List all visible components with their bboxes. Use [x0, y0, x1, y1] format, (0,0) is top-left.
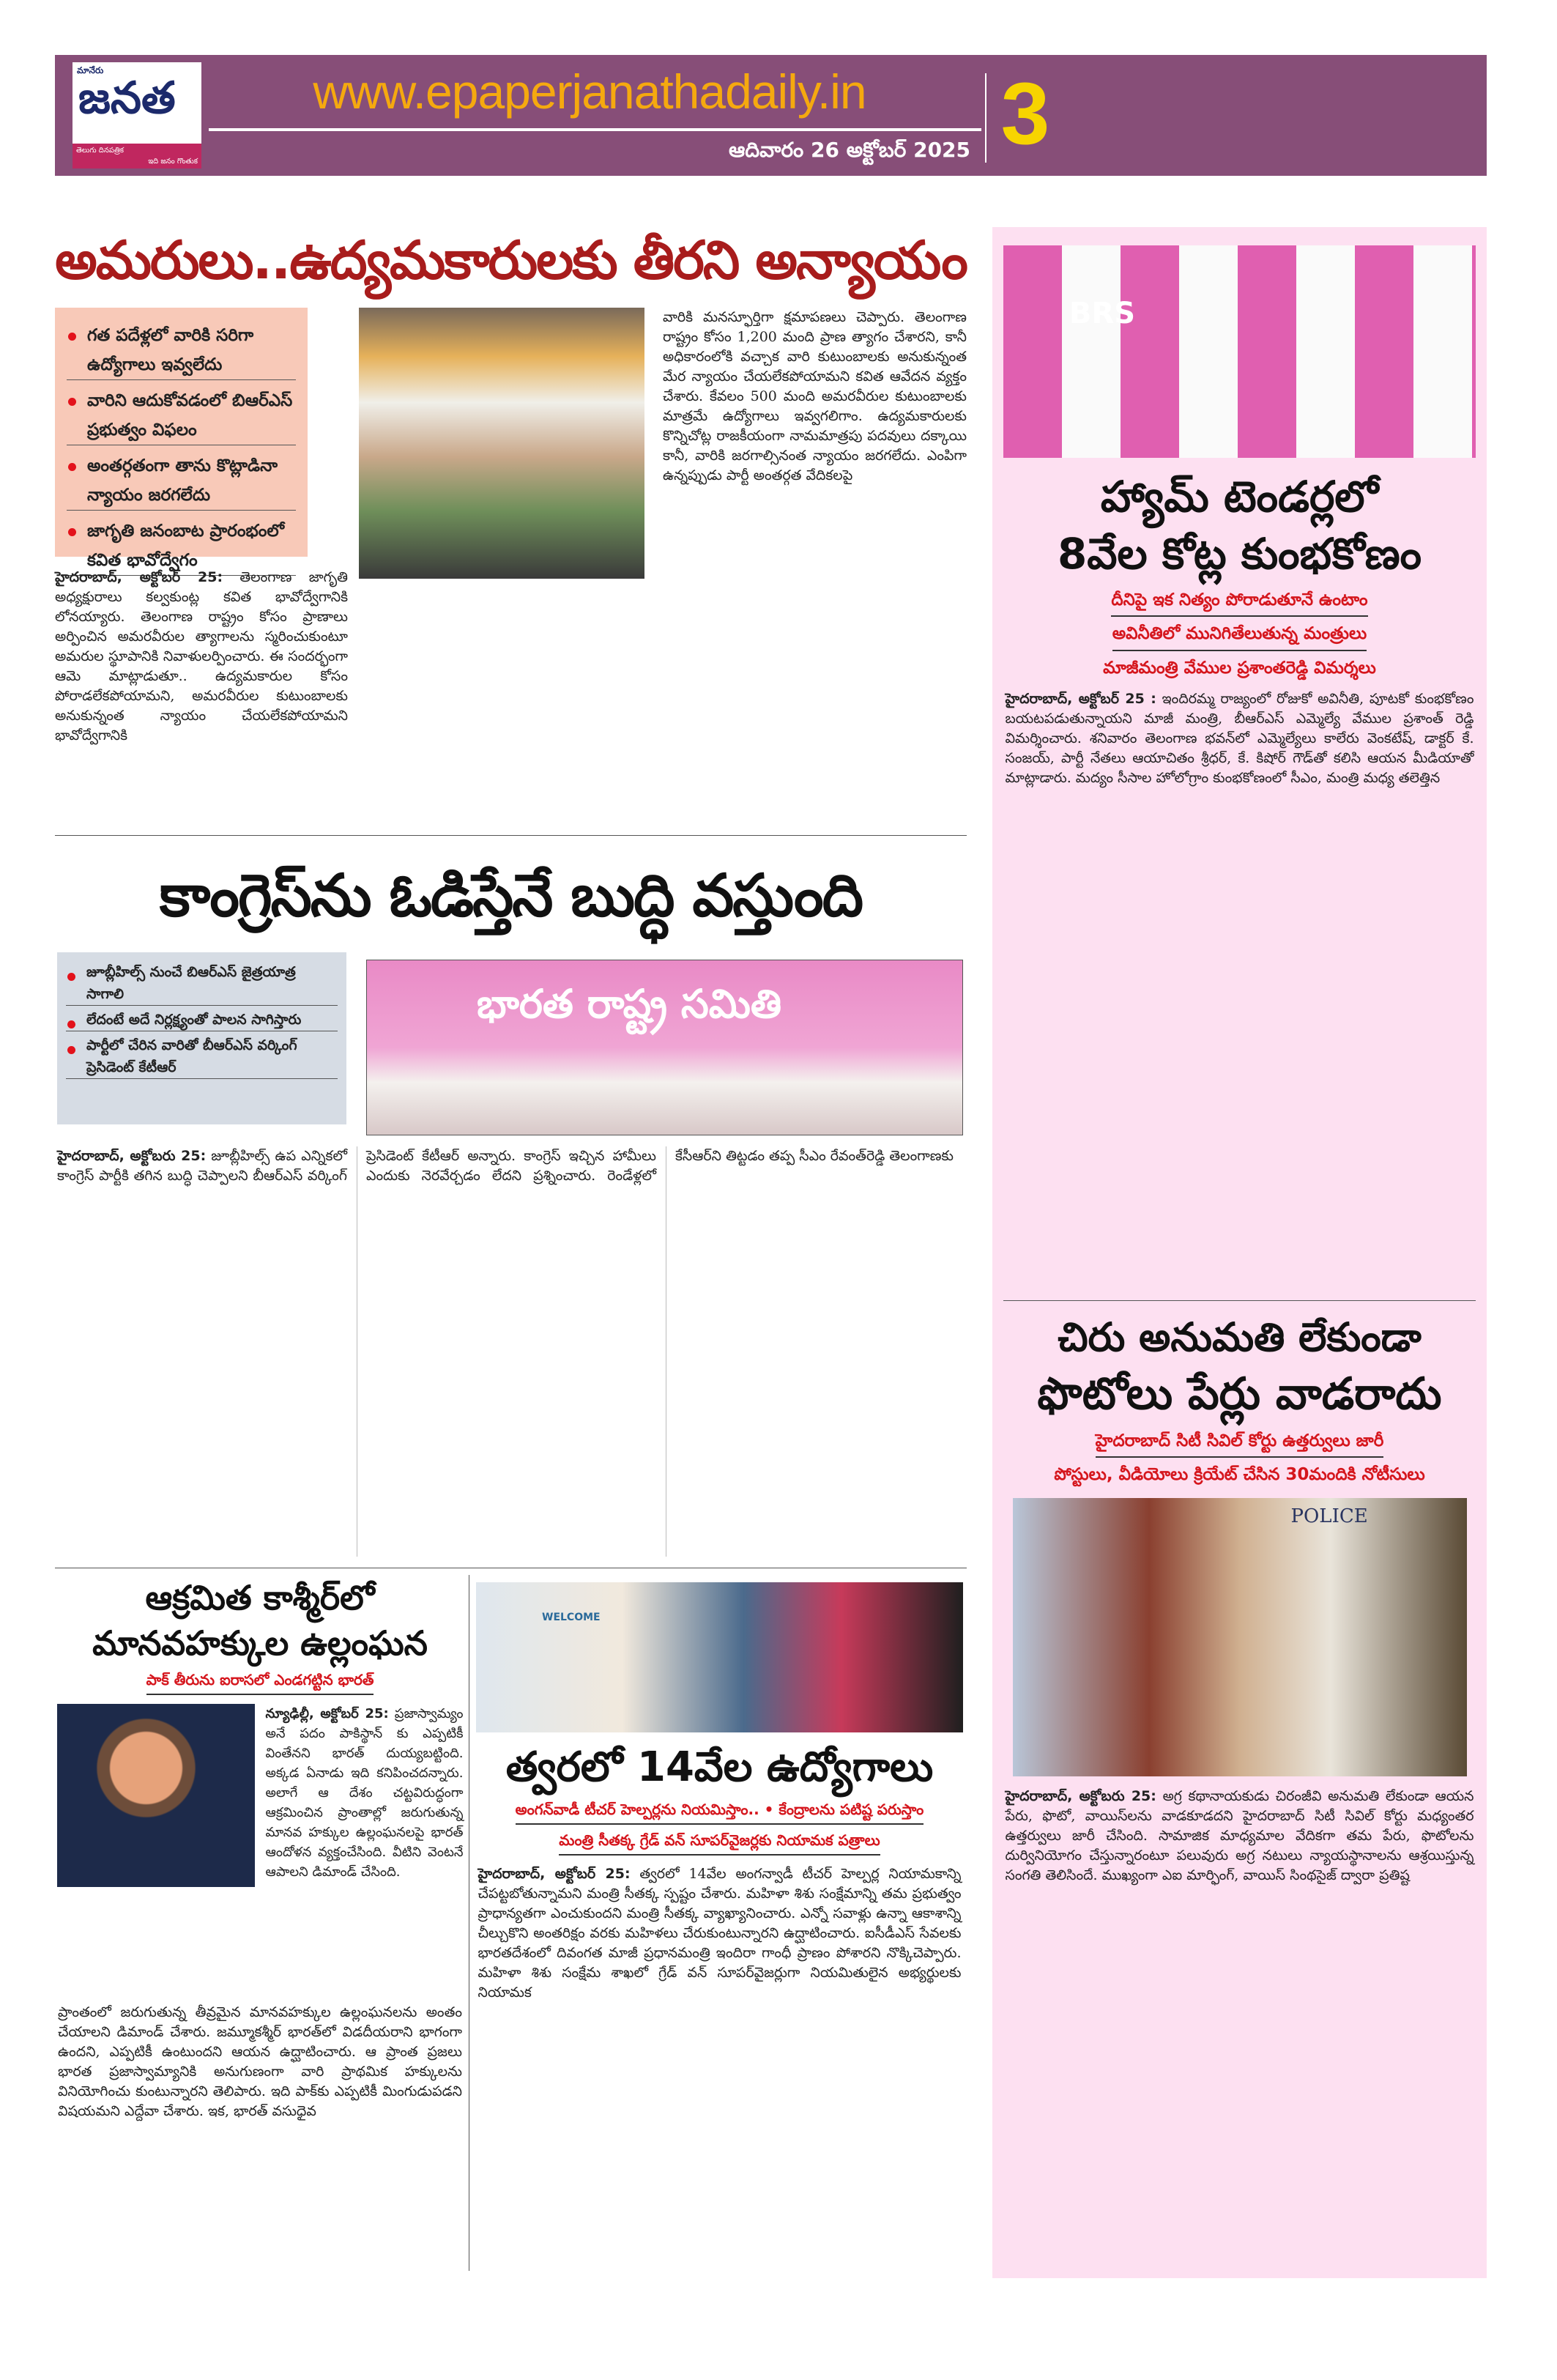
- dateline: హైదరాబాద్, అక్టోబర్ 25 :: [1005, 691, 1156, 708]
- highlight-item: వారిని ఆదుకోవడంలో బిఆర్ఎస్ ప్రభుత్వం విఫలం: [67, 386, 296, 445]
- headline-line: ఫొటోలు పేర్లు వాడరాదు: [1037, 1368, 1442, 1420]
- headline: కాంగ్రెస్‌ను ఓడిస్తేనే బుద్ధి వస్తుంది: [159, 861, 863, 930]
- article-body: [57, 1146, 965, 1557]
- subheadline: హైదరాబాద్ సిటీ సివిల్ కోర్టు ఉత్తర్వులు జారీ: [1096, 1428, 1384, 1458]
- photo-brs-label: BRS: [1069, 297, 1136, 330]
- photo-police-label: POLICE: [1290, 1505, 1368, 1527]
- section-divider: [1003, 1300, 1476, 1301]
- dateline: హైదరాబాద్, అక్టోబరు 25:: [1005, 1787, 1156, 1804]
- article-text: ప్రాంతంలో జరుగుతున్న తీవ్రమైన మానవహక్కుల ఉల్లంఘనలను అంతం చేయాలని డిమాండ్ చేశారు. జమ్మూకశ్మీర్ భారత్‌లో విడదీయరాని భాగంగా ఉందని, ఎప్పటికీ ఉంటుందని ఆయన ఉద్ఘాటించారు. ఆ ప్రాంత ప్రజలు భారత ప్రజాస్వామ్యానికి అనుగుణంగా వారి ప్రాథమిక హక్కులను వినియోగించు కుంటున్నారని తెలిపారు. ఇది పాక్‌కు ఎప్పటికీ మింగుడుపడని విషయమని ఎద్దేవా చేశారు. ఇక, భారత్ వసుధైవ: [58, 2004, 462, 2120]
- photo-seethakka-event: [476, 1582, 963, 1732]
- article-body: [478, 1864, 962, 2271]
- dateline: హైదరాబాద్, అక్టోబర్ 25:: [55, 569, 223, 585]
- highlight-item: లేదంటే అదే నిర్లక్ష్యంతో పాలన సాగిస్తారు: [66, 1009, 338, 1031]
- subheadline: పాక్ తీరును ఐరాసలో ఎండగట్టిన భారత్: [146, 1669, 374, 1695]
- masthead: [55, 55, 1487, 176]
- subheadline: మాజీమంత్రి వేముల ప్రశాంతరెడ్డి విమర్శలు: [1103, 658, 1376, 678]
- subheadline: దీనిపై ఇక నిత్యం పోరాడుతూనే ఉంటాం: [1111, 587, 1367, 618]
- logo-name: జనత: [78, 73, 176, 124]
- headline-line: చిరు అనుమతి లేకుండా: [1058, 1314, 1422, 1360]
- subheadline: మంత్రి సీతక్క గ్రేడ్ వన్ సూపర్‌వైజర్లకు నియామక పత్రాలు: [559, 1829, 880, 1856]
- story-ham-tenders: [992, 245, 1487, 1289]
- article-body: [266, 1704, 464, 1997]
- logo-top-text: మానేరు: [77, 65, 104, 75]
- subheadline: అవినీతిలో మునిగితేలుతున్న మంత్రులు: [1112, 621, 1367, 651]
- website-url[interactable]: www.epaperjanathadaily.in: [313, 64, 866, 119]
- article-text: అగ్ర కథానాయకుడు చిరంజీవి అనుమతి లేకుండా ఆయన పేరు, ఫొటో, వాయిస్‌లను వాడకూడదని హైదరాబాద్ సిటీ సివిల్ కోర్టు మధ్యంతర ఉత్తర్వులు జారీ చేసింది. సామాజిక మాధ్యమాల వేదికగా తమ పేరు, ఫొటోలను దుర్వినియోగం చేస్తున్నారంటూ పలువురు అగ్ర నటులు న్యాయస్థానాలను ఆశ్రయిస్తున్న సంగతి తెలిసిందే. ముఖ్యంగా ఎఐ మార్ఫింగ్, వాయిస్ సింథసైజ్ ద్వారా ప్రతిష్ట: [1005, 1787, 1474, 1883]
- masthead-vertical-divider: [985, 73, 986, 163]
- masthead-divider: [209, 128, 981, 131]
- photo-and-text-row: [57, 1704, 464, 1997]
- article-body-continued: [58, 2003, 462, 2271]
- logo-band: [73, 144, 201, 168]
- photo-welcome-label: WELCOME: [542, 1612, 601, 1623]
- article-text: త్వరలో 14వేల అంగన్వాడీ టీచర్ హెల్పర్ల నియామకాన్ని చేపట్టబోతున్నామని మంత్రి సీతక్క స్పష్టం చేశారు. మహిళా శిశు సంక్షేమాన్ని తమ ప్రభుత్వం ప్రాధాన్యతగా ఎంచుకుందని మంత్రి సీతక్క వ్యాఖ్యానించారు. ఎన్నో సవాళ్లు ఉన్నా ఆకాశాన్ని చీల్చుకొని అంతరిక్షం వరకు మహిళలు చేరుకుంటున్నారని ఉద్ఘాటించారు. ఐసీడీఎస్ సేవలకు భారతదేశంలో దివంగత మాజీ ప్రధానమంత్రి ఇందిరా గాంధీ ప్రాణం పోశారని నొక్కిచెప్పారు. మహిళా శిశు సంక్షేమ శాఖలో గ్రేడ్ వన్ సూపర్‌వైజర్లుగా నియమితులైన అభ్యర్థులకు నియామక: [477, 1865, 962, 2001]
- dateline: హైదరాబాద్, అక్టోబర్ 25:: [477, 1865, 631, 1882]
- highlight-item: జూబ్లీహిల్స్ నుంచే బిఆర్ఎస్ జైత్రయాత్ర సాగాలి: [66, 961, 338, 1006]
- article-body: [1006, 1787, 1474, 2271]
- article-body: [1006, 689, 1474, 1289]
- article-text: ప్రజాస్వామ్యం అనే పదం పాకిస్థాన్ కు ఎప్పటికీ వింతేనని భారత్ దుయ్యబట్టింది. అక్కడ ఏనాడు ఇది కనిపించదన్నారు. అలాగే ఆ దేశం చట్టవిరుద్ధంగా ఆక్రమించిన ప్రాంతాల్లో జరుగుతున్న మానవ హక్కుల ఉల్లంఘనలపై భారత్ ఆందోళన వ్యక్తంచేసింది. వీటిని వెంటనే ఆపాలని డిమాండ్ చేసింది.: [265, 1706, 464, 1880]
- headline-line: మానవహక్కుల ఉల్లంఘన: [92, 1623, 428, 1664]
- highlights-box: [55, 308, 308, 570]
- article-text: వారికి మనస్ఫూర్తిగా క్షమాపణలు చెప్పారు. తెలంగాణ రాష్ట్రం కోసం 1,200 మంది ప్రాణ త్యాగం చేశారని, కానీ అధికారంలోకి వచ్చాక వారి కుటుంబాలకు అనుకున్నంత మేర న్యాయం చేయలేకపోయామని కవిత ఆవేదన వ్యక్తం చేశారు. కేవలం 500 మంది అమరవీరుల కుటుంబాలకు మాత్రమే ఉద్యోగాలు ఇవ్వగలిగాం. ఉద్యమకారులకు కొన్నిచోట్ల రాజకీయంగా నామమాత్రపు పదవులు దక్కాయి కానీ, వారికి జరగాల్సినంత న్యాయం జరగలేదు. ఎంపిగా ఉన్నప్పుడు పార్టీ అంతర్గత వేదికలపై: [663, 309, 967, 483]
- headline: [1058, 468, 1422, 583]
- highlight-item: గత పదేళ్లలో వారికి సరిగా ఉద్యోగాలు ఇవ్వలేదు: [67, 321, 296, 380]
- issue-date: ఆదివారం 26 అక్టోబర్ 2025: [729, 138, 971, 162]
- story-kashmir: [55, 1575, 465, 2271]
- story-chiranjeevi: [992, 1311, 1487, 2271]
- dateline: న్యూఢిల్లీ, అక్టోబర్ 25:: [265, 1706, 389, 1722]
- logo-tag-right: ఇది జనం గొంతుక: [148, 157, 198, 166]
- highlights-box: [57, 952, 346, 1124]
- subheadline: అంగన్‌వాడీ టీచర్ హెల్పర్లను నియమిస్తాం.. • కేంద్రాలను పటిష్ట పరుస్తాం: [516, 1798, 924, 1825]
- article-text: ఇందిరమ్మ రాజ్యంలో రోజుకో అవినీతి, పూటకో కుంభకోణం బయటపడుతున్నాయని మాజీ మంత్రి, బీఆర్ఎస్ ఎమ్మెల్యే వేముల ప్రశాంత్ రెడ్డి విమర్శించారు. శనివారం తెలంగాణ భవన్‌లో ఎమ్మెల్యేలు కాలేరు వెంకటేష్, డాక్టర్ కే. సంజయ్, పార్టీ నేతలు ఆయాచితం శ్రీధర్, కే. కిషోర్ గౌడ్‌తో కలిసి ఆయన మీడియాతో మాట్లాడారు. మద్యం సీసాల హోలోగ్రాం కుంభకోణంలో సీఎం, మంత్రి మధ్య తలెత్తిన: [1005, 691, 1474, 787]
- article-text: తెలంగాణ జాగృతి అధ్యక్షురాలు కల్వకుంట్ల కవిత భావోద్వేగానికి లోనయ్యారు. తెలంగాణ రాష్ట్రం కోసం ప్రాణాలు అర్పించిన అమరవీరుల త్యాగాలను స్మరించుకుంటూ అమరుల స్థూపానికి నివాళులర్పించారు. ఈ సందర్భంగా ఆమె మాట్లాడుతూ.. ఉద్యమకారుల కోసం పోరాడలేకపోయామని, అమరవీరుల కుటుంబాలకు అనుకున్నంత న్యాయం చేయలేకపోయామని భావోద్వేగానికి: [55, 569, 349, 744]
- article-body: [55, 568, 348, 824]
- section-divider: [55, 835, 967, 836]
- photo-martyrs-memorial: [359, 308, 644, 579]
- photo-indian-diplomat: [57, 1704, 255, 1887]
- headline: అమరులు..ఉద్యమకారులకు తీరని అన్యాయం: [55, 229, 967, 291]
- article-text: జూబ్లీహిల్స్ ఉప ఎన్నికలో కాంగ్రెస్ పార్టీకి తగిన బుద్ధి చెప్పాలని బీఆర్ఎస్ వర్కింగ్ ప్రెసిడెంట్ కేటీఆర్ అన్నారు. కాంగ్రెస్ ఇచ్చిన హామీలు ఎందుకు నెరవేర్చడం లేదని ప్రశ్నించారు. రెండేళ్లలో కేసీఆర్‌ని తిట్టడం తప్ప సీఎం రేవంత్‌రెడ్డి తెలంగాణకు: [57, 1148, 954, 1184]
- headline: [92, 1575, 428, 1666]
- dateline: హైదరాబాద్, అక్టోబరు 25:: [57, 1148, 207, 1164]
- highlight-item: పార్టీలో చేరిన వారితో బీఆర్ఎస్ వర్కింగ్ ప్రెసిడెంట్ కేటీఆర్: [66, 1034, 338, 1079]
- headline-line: ఆక్రమిత కాశ్మీర్‌లో: [145, 1578, 375, 1617]
- highlight-item: అంతర్గతంగా తాను కొట్లాడినా న్యాయం జరగలేదు: [67, 451, 296, 511]
- photo-press-meet: [1003, 245, 1476, 458]
- headline-line: హ్యామ్ టెండర్లలో: [1100, 472, 1379, 522]
- headline: త్వరలో 14వేల ఉద్యోగాలు: [505, 1743, 934, 1791]
- article-body-continued: [663, 308, 967, 820]
- subheadline: పోస్టులు, వీడియోలు క్రియేట్ చేసిన 30మందికి నోటీసులు: [1054, 1465, 1425, 1485]
- logo-tag-left: తెలుగు దినపత్రిక: [76, 147, 125, 155]
- highlight-item: జాగృతి జనంబాట ప్రారంభంలో కవిత భావోద్వేగం: [67, 516, 296, 576]
- headline-line: 8వేల కోట్ల కుంభకోణం: [1057, 529, 1422, 579]
- story-anganwadi: [472, 1582, 967, 2271]
- page-number: 3: [1000, 64, 1050, 163]
- newspaper-logo[interactable]: [73, 62, 201, 168]
- photo-banner-text: భారత రాష్ట్ర సమితి: [477, 981, 782, 1027]
- photo-chiranjeevi-police: [1013, 1498, 1467, 1776]
- photo-brs-meeting: [366, 960, 963, 1135]
- headline: [1038, 1311, 1442, 1424]
